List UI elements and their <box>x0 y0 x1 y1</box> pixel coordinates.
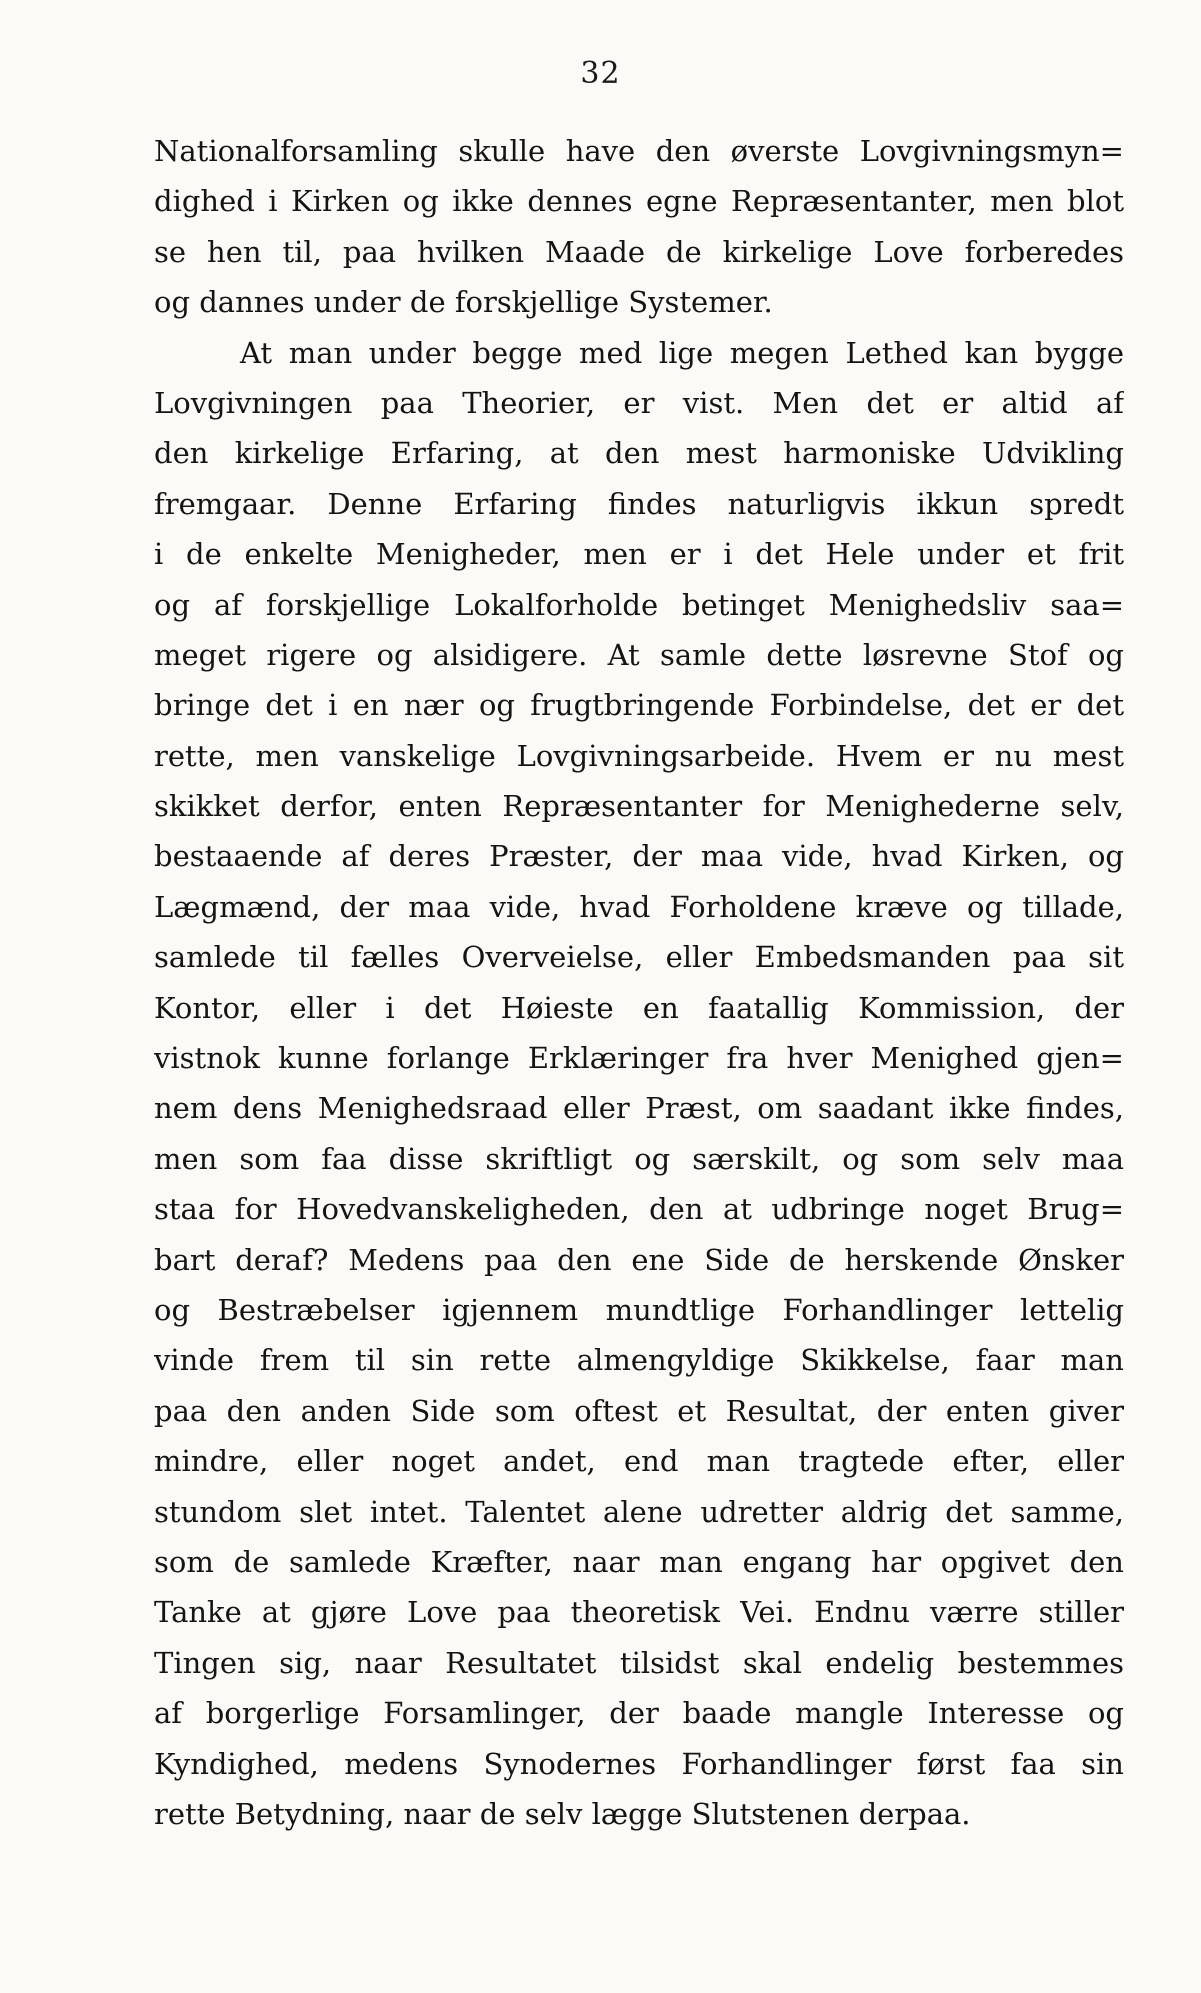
text-line: af borgerlige Forsamlinger, der baade mangle Interesse og <box>154 1696 1124 1731</box>
text-line: Tingen sig, naar Resultatet tilsidst skal endelig bestemmes <box>154 1645 1124 1680</box>
text-line: se hen til, paa hvilken Maade de kirkelige Love forberedes <box>154 234 1124 269</box>
paragraph-start-line: At man under begge med lige megen Lethed kan bygge <box>240 335 1124 370</box>
text-line: bestaaende af deres Præster, der maa vide, hvad Kirken, og <box>154 839 1124 874</box>
text-line: og Bestræbelser igjennem mundtlige Forhandlinger lettelig <box>154 1292 1124 1327</box>
text-line: Kontor, eller i det Høieste en faatallig Kommission, der <box>154 990 1124 1025</box>
text-line: mindre, eller noget andet, end man tragtede efter, eller <box>154 1444 1124 1479</box>
text-line: Lovgivningen paa Theorier, er vist. Men det er altid af <box>154 385 1124 420</box>
text-line: og dannes under de forskjellige Systemer. <box>154 285 773 320</box>
text-line: rette, men vanskelige Lovgivningsarbeide. Hvem er nu mest <box>154 738 1124 773</box>
text-line: vistnok kunne forlange Erklæringer fra hver Menighed gjen= <box>154 1041 1124 1076</box>
text-line: men som faa disse skriftligt og særskilt, og som selv maa <box>154 1141 1124 1176</box>
text-line: Tanke at gjøre Love paa theoretisk Vei. Endnu værre stiller <box>154 1595 1124 1630</box>
page-number: 32 <box>580 56 621 91</box>
text-line: Nationalforsamling skulle have den øverste Lovgivningsmyn= <box>154 134 1124 168</box>
text-line: stundom slet intet. Talentet alene udretter aldrig det samme, <box>154 1494 1124 1529</box>
text-line: nem dens Menighedsraad eller Præst, om saadant ikke findes, <box>154 1091 1124 1126</box>
text-line: rette Betydning, naar de selv lægge Slutstenen derpaa. <box>154 1796 971 1831</box>
text-line: dighed i Kirken og ikke dennes egne Repræsentanter, men blot <box>154 184 1124 219</box>
text-line: fremgaar. Denne Erfaring findes naturligvis ikkun spredt <box>154 486 1124 521</box>
text-line: og af forskjellige Lokalforholde betinget Menighedsliv saa= <box>154 587 1124 622</box>
text-line: den kirkelige Erfaring, at den mest harmoniske Udvikling <box>154 436 1124 471</box>
text-line: staa for Hovedvanskeligheden, den at udbringe noget Brug= <box>154 1192 1124 1227</box>
text-line: skikket derfor, enten Repræsentanter for Menighederne selv, <box>154 789 1124 824</box>
text-line: paa den anden Side som oftest et Resultat, der enten giver <box>154 1393 1124 1428</box>
text-line: som de samlede Kræfter, naar man engang har opgivet den <box>154 1544 1124 1579</box>
text-line: meget rigere og alsidigere. At samle dette løsrevne Stof og <box>154 637 1124 672</box>
text-line: bart deraf? Medens paa den ene Side de herskende Ønsker <box>154 1242 1124 1277</box>
body-text <box>154 126 1124 1839</box>
text-line: vinde frem til sin rette almengyldige Skikkelse, faar man <box>154 1343 1124 1378</box>
text-line: i de enkelte Menigheder, men er i det Hele under et frit <box>154 537 1124 572</box>
text-line: bringe det i en nær og frugtbringende Forbindelse, det er det <box>154 688 1124 723</box>
text-line: samlede til fælles Overveielse, eller Embedsmanden paa sit <box>154 940 1124 975</box>
text-line: Kyndighed, medens Synodernes Forhandlinger først faa sin <box>154 1746 1124 1781</box>
text-line: Lægmænd, der maa vide, hvad Forholdene kræve og tillade, <box>154 889 1124 924</box>
